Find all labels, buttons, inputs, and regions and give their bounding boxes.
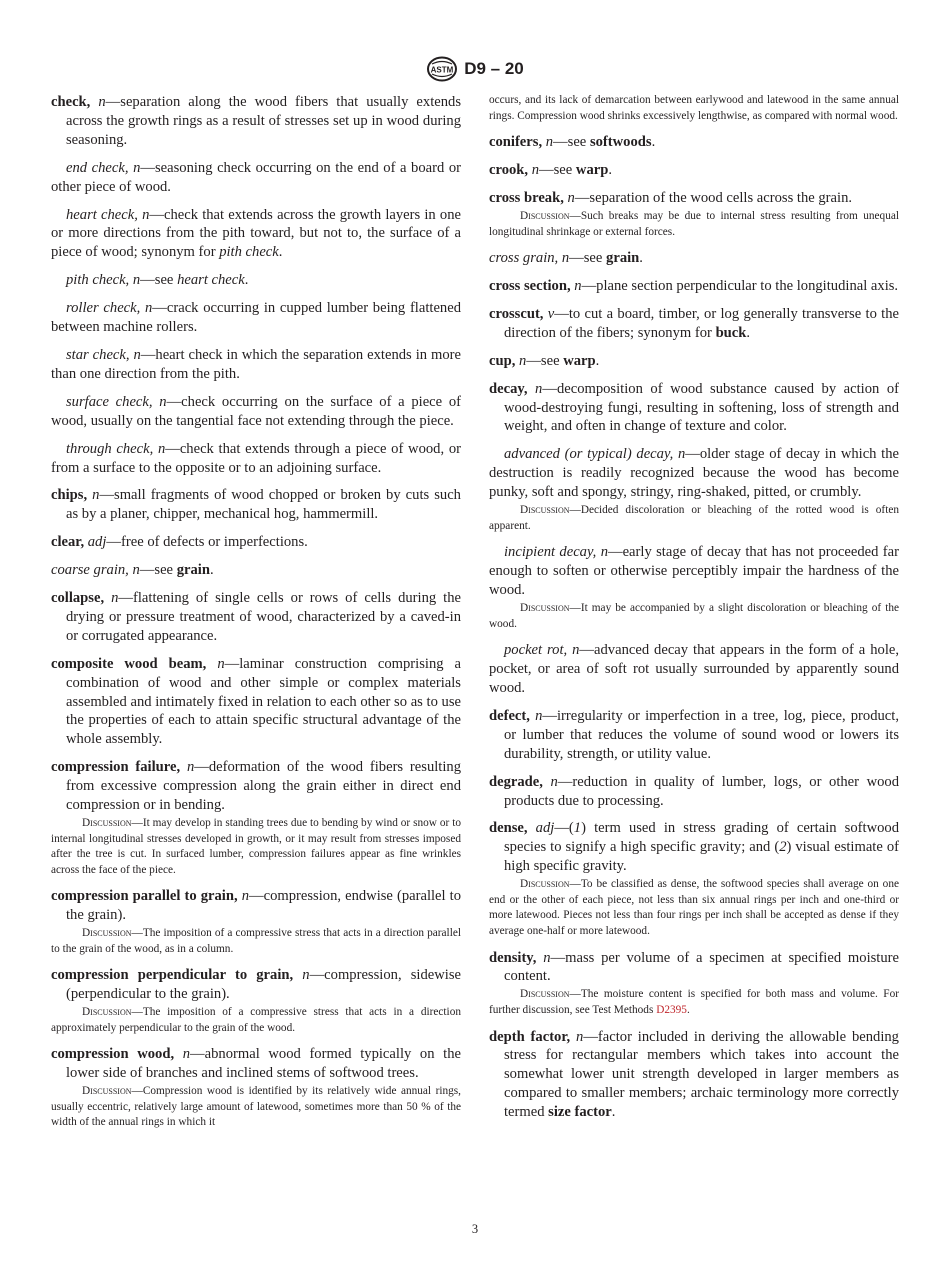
entry-roller-check: roller check, n—crack occurring in cupped lumber being flattened between machine rollers. [51, 300, 461, 336]
discussion-incipient-decay: Discussion—It may be accompanied by a slight discoloration or bleaching of the wood. [489, 601, 899, 630]
entry-end-check: end check, n—seasoning check occurring on the end of a board or other piece of wood. [51, 159, 461, 195]
entry-compression-perpendicular: compression perpendicular to grain, n—compression, sidewise (perpendicular to the grain). [51, 967, 461, 1003]
logo-text: ASTM [430, 65, 454, 75]
entry-dense: dense, adj—(1) term used in stress grading of certain softwood species to signify a high specific gravity; and (2) visual estimate of high specific gravity. [489, 820, 900, 875]
discussion-compression-failure: Discussion—It may develop in standing trees due to bending by wind or snow or to internal longitudinal stresses developed in growth, or it may result from stresses imposed after the tree is cut. In surfaced lumber, compression failures appear as fine wrinkles across the face of the piece. [51, 817, 461, 876]
discussion-density: Discussion—The moisture content is specified for both mass and volume. For further discussion, see Test Methods D2395. [489, 988, 899, 1016]
entry-degrade: degrade, n—reduction in quality of lumber, logs, or other wood products due to processing. [489, 773, 899, 809]
discussion-compression-wood: Discussion—Compression wood is identified by its relatively wide annual rings, usually eccentric, relatively large amount of latewood, sometimes more than 50 % of the width of the annual rings in which it [51, 1085, 461, 1129]
astm-logo-icon [426, 56, 458, 82]
entry-surface-check: surface check, n—check occurring on the surface of a piece of wood, usually on the tangential face not extending through the piece. [51, 393, 462, 429]
entry-through-check: through check, n—check that extends through a piece of wood, or from a surface to the opposite or to an adjoining surface. [51, 440, 461, 476]
left-column [51, 93, 461, 1140]
page-header [0, 56, 950, 82]
entry-crook: crook, n—see warp. [489, 162, 612, 179]
entry-density: density, n—mass per volume of a specimen at specified moisture content. [489, 949, 899, 985]
discussion-cross-break: Discussion—Such breaks may be due to internal stress resulting from unequal longitudinal shrinkage or external forces. [489, 209, 899, 238]
entry-compression-wood: compression wood, n—abnormal wood formed typically on the lower side of branches and inclined stems of softwood trees. [51, 1046, 461, 1082]
entry-coarse-grain: coarse grain, n—see grain. [51, 562, 214, 579]
discussion-compression-parallel: Discussion—The imposition of a compressive stress that acts in a direction parallel to the grain of the wood, as in a column. [51, 927, 461, 955]
entry-star-check: star check, n—heart check in which the separation extends in more than one direction from the pith. [51, 346, 461, 382]
entry-compression-failure: compression failure, n—deformation of the wood fibers resulting from excessive compression along the grain either in direct end compression or in bending. [51, 759, 462, 814]
entry-check: check, n—separation along the wood fibers that usually extends across the growth rings as a result of stresses set up in wood during seasoning. [51, 94, 461, 148]
document-designation: D9 – 20 [464, 59, 524, 78]
entry-compression-parallel: compression parallel to grain, n—compression, endwise (parallel to the grain). [51, 888, 462, 924]
entry-heart-check: heart check, n—check that extends across the growth layers in one or more directions from the pith toward, but not to, the surface of a piece of wood; synonym for pith check. [51, 206, 461, 261]
entry-collapse: collapse, n—flattening of single cells or rows of cells during the drying or pressure treatment of wood, characterized by a caved-in or corrugated appearance. [51, 590, 461, 644]
discussion-compression-perpendicular: Discussion—The imposition of a compressive stress that acts in a direction approximately perpendicular to the grain of the wood. [51, 1006, 461, 1034]
right-column [489, 93, 899, 1131]
entry-decay: decay, n—decomposition of wood substance caused by action of wood-destroying fungi, resulting in softening, loss of strength and weight, and often in change of texture and color. [489, 380, 899, 435]
entry-advanced-decay: advanced (or typical) decay, n—older stage of decay in which the destruction is readily recognized because the wood has become punky, soft and spongy, stringy, ring-shaked, pitted, or crumbly. [489, 446, 900, 501]
entry-cross-break: cross break, n—separation of the wood cells across the grain. [489, 190, 853, 206]
entry-cross-grain: cross grain, n—see grain. [489, 250, 643, 267]
link-d2395[interactable]: D2395 [656, 1003, 687, 1016]
entry-cross-section: cross section, n—plane section perpendicular to the longitudinal axis. [489, 278, 899, 294]
page-number: 3 [471, 1222, 479, 1236]
discussion-advanced-decay: Discussion—Decided discoloration or bleaching of the rotted wood is often apparent. [489, 504, 899, 532]
entry-pocket-rot: pocket rot, n—advanced decay that appears in the form of a hole, pocket, or area of soft rot usually surrounded by apparently sound wood. [489, 642, 900, 696]
discussion-compression-wood-continued: occurs, and its lack of demarcation between earlywood and latewood in the same annual rings. Compression wood shrinks excessively lengthwise, as compared with normal wood. [489, 94, 899, 122]
entry-pith-check: pith check, n—see heart check. [66, 272, 249, 289]
entry-cup: cup, n—see warp. [489, 352, 600, 369]
entry-depth-factor: depth factor, n—factor included in deriving the allowable bending stress for rectangular members which takes into account the somewhat lower unit strength developed in larger members as compared to smaller members; archaic terminology more correctly termed size factor. [489, 1028, 899, 1121]
entry-clear: clear, adj—free of defects or imperfections. [51, 534, 308, 551]
entry-crosscut: crosscut, v—to cut a board, timber, or log generally transverse to the direction of the fibers; synonym for buck. [489, 305, 899, 341]
entry-chips: chips, n—small fragments of wood chopped or broken by cuts such as by a planer, chipper, mechanical hog, hammermill. [51, 487, 461, 523]
entry-defect: defect, n—irregularity or imperfection in a tree, log, piece, product, or lumber that reduces the volume of sound wood or lowers its durability, strength, or utility value. [489, 707, 899, 762]
discussion-dense: Discussion—To be classified as dense, the softwood species shall average on one end or the other of each piece, not less than six annual rings per inch and one-third or more latewood. Pieces not less than four rings per inch shall be accepted as dense if they average one-half or more latewood. [489, 878, 899, 937]
entry-conifers: conifers, n—see softwoods. [489, 134, 656, 151]
entry-incipient-decay: incipient decay, n—early stage of decay that has not proceeded far enough to soften or otherwise perceptibly impair the hardness of the wood. [489, 544, 899, 599]
entry-composite-wood-beam: composite wood beam, n—laminar construction comprising a combination of wood and other simple or complex materials assembled and intimately fixed in relation to each other so as to use the properties of each to attain specific structural advantage of the whole assembly. [51, 655, 461, 748]
